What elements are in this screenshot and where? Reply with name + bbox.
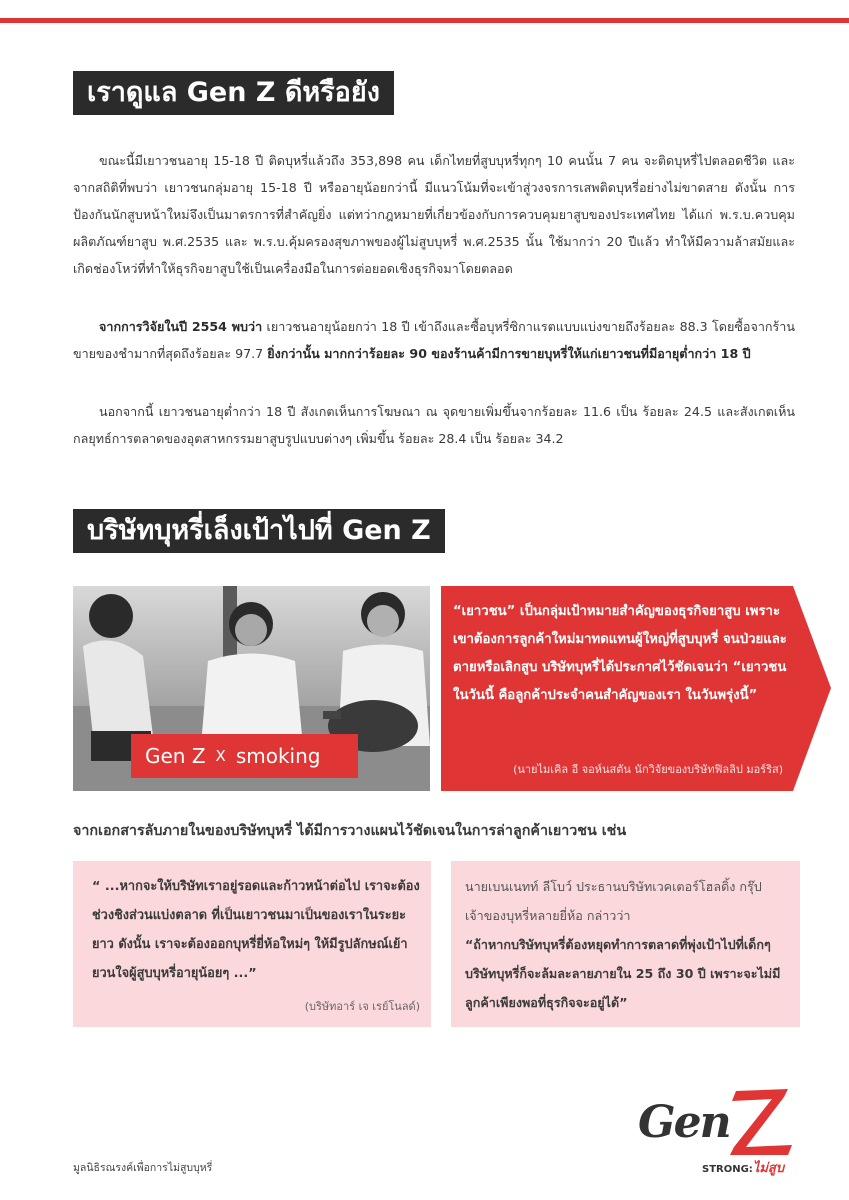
photo-label-gen-z: Gen Z	[145, 744, 206, 768]
paragraph-2-bold-tail: ยิ่งกว่านั้น มากกว่าร้อยละ 90 ของร้านค้ามีการขายบุหรี่ให้แก่เยาวชนที่มีอายุต่ำกว่า 18 ปี	[267, 346, 751, 361]
logo-no-smoke-word: ไม่สูบ	[752, 1161, 785, 1176]
logo-z-mark	[722, 1085, 796, 1157]
paragraph-2-bold-lead: จากการวิจัยในปี 2554 พบว่า	[99, 319, 263, 334]
rj-reynolds-attribution: (บริษัทอาร์ เจ เรย์โนลด์)	[304, 1000, 420, 1013]
photo-label-x: X	[215, 747, 226, 765]
logo-strong-text	[702, 1157, 784, 1178]
paragraph-advertising-stats	[73, 398, 795, 452]
secret-documents-lead: จากเอกสารลับภายในของบริษัทบุหรี่ ได้มีการวางแผนไว้ชัดเจนในการล่าลูกค้าเยาวชน เช่น	[73, 823, 627, 839]
paragraph-3-text: นอกจากนี้ เยาวชนอายุต่ำกว่า 18 ปี สังเกตเห็นการโฆษณา ณ จุดขายเพิ่มขึ้นจากร้อยละ 11.6 เป็น ร้อยละ 24.5 และสังเกตเห็นกลยุทธ์การตลาดของอุตสาหกรรมยาสูบรูปแบบต่างๆ เพิ่มขึ้น ร้อยละ 28.4 เป็น ร้อยละ 34.2	[73, 404, 796, 446]
bennett-lebow-quote: “ถ้าหากบริษัทบุหรี่ต้องหยุดทำการตลาดที่พุ่งเป้าไปที่เด็กๆ บริษัทบุหรี่ก็จะล้มละลายภายใน 25 ถึง 30 ปี เพราะจะไม่มีลูกค้าเพียงพอที่ธุรกิจจะอยู่ได้”	[465, 937, 781, 1010]
rj-reynolds-quote: “ ...หากจะให้บริษัทเราอยู่รอดและก้าวหน้าต่อไป เราจะต้องช่วงชิงส่วนแบ่งตลาด ที่เป็นเยาวชนมาเป็นของเราในระยะยาว ดังนั้น เราจะต้องออกบุหรี่ยี่ห้อใหม่ๆ ให้มีรูปลักษณ์เย้ายวนใจผู้สูบบุหรี่อายุน้อยๆ ...”	[92, 879, 420, 981]
foundation-name: มูลนิธิรณรงค์เพื่อการไม่สูบบุหรี่	[73, 1162, 213, 1174]
youth-target-quote: “เยาวชน” เป็นกลุ่มเป้าหมายสำคัญของธุรกิจยาสูบ เพราะเขาต้องการลูกค้าใหม่มาทดแทนผู้ใหญ่ที่สูบบุหรี่ จนป่วยและตายหรือเลิกสูบ บริษัทบุหรี่ได้ประกาศไว้ชัดเจนว่า “เยาวชนในวันนี้ คือลูกค้าประจำคนสำคัญของเรา ในวันพรุ่งนี้”	[453, 604, 787, 703]
paragraph-research-2554	[73, 313, 795, 367]
gen-z-smoking-label	[131, 734, 358, 778]
photo-label-smoking: smoking	[235, 744, 321, 768]
quote-attribution-philip-morris: (นายไมเคิล อี จอห์นสตัน นักวิจัยของบริษัทฟิลลิป มอร์ริส)	[513, 763, 783, 776]
top-accent-bar	[0, 18, 849, 23]
section-title-gen-z-care: เราดูแล Gen Z ดีหรือยัง	[73, 71, 394, 115]
paragraph-youth-smoking-stats	[73, 147, 795, 282]
gen-z-strong-logo	[634, 1085, 804, 1175]
logo-gen-text: Gen	[638, 1097, 730, 1148]
paragraph-2-text: เยาวชนอายุน้อยกว่า 18 ปี เข้าถึงและซื้อบุหรี่ซิกาแรตแบบแบ่งขายถึงร้อยละ 88.3 โดยซื้อจากร้านขายของชำมากที่สุดถึงร้อยละ 97.7	[73, 319, 795, 361]
students-photo	[73, 586, 430, 791]
paragraph-1-text: ขณะนี้มีเยาวชนอายุ 15-18 ปี ติดบุหรี่แล้วถึง 353,898 คน เด็กไทยที่สูบบุหรี่ทุกๆ 10 คนนั้น 7 คน จะติดบุหรี่ไปตลอดชีวิต และจากสถิติที่พบว่า เยาวชนกลุ่มอายุ 15-18 ปี หรืออายุน้อยกว่านี้ มีแนวโน้มที่จะเข้าสู่วงจรการเสพติดบุหรี่อย่างไม่ขาดสาย ดังนั้น การป้องกันนักสูบหน้าใหม่จึงเป็นมาตรการที่สำคัญยิ่ง แต่ทว่ากฎหมายที่เกี่ยวข้องกับการควบคุมยาสูบของประเทศไทย ได้แก่ พ.ร.บ.ควบคุมผลิตภัณฑ์ยาสูบ พ.ศ.2535 และ พ.ร.บ.คุ้มครองสุขภาพของผู้ไม่สูบบุหรี่ พ.ศ.2535 นั้น ใช้มากว่า 20 ปีแล้ว ทำให้มีความล้าสมัยและเกิดช่องโหว่ที่ทำให้ธุรกิจยาสูบใช้เป็นเครื่องมือในการต่อยอดเชิงธุรกิจมาโดยตลอด	[73, 153, 795, 276]
section-title-tobacco-targets-gen-z: บริษัทบุหรี่เล็งเป้าไปที่ Gen Z	[73, 509, 445, 553]
bennett-lebow-intro: นายเบนเนทท์ ลีโบว์ ประธานบริษัทเวคเตอร์โฮลดิ้ง กรุ๊ป เจ้าของบุหรี่หลายยี่ห้อ กล่าวว่า	[465, 879, 762, 923]
logo-strong-word: STRONG:	[702, 1164, 753, 1175]
